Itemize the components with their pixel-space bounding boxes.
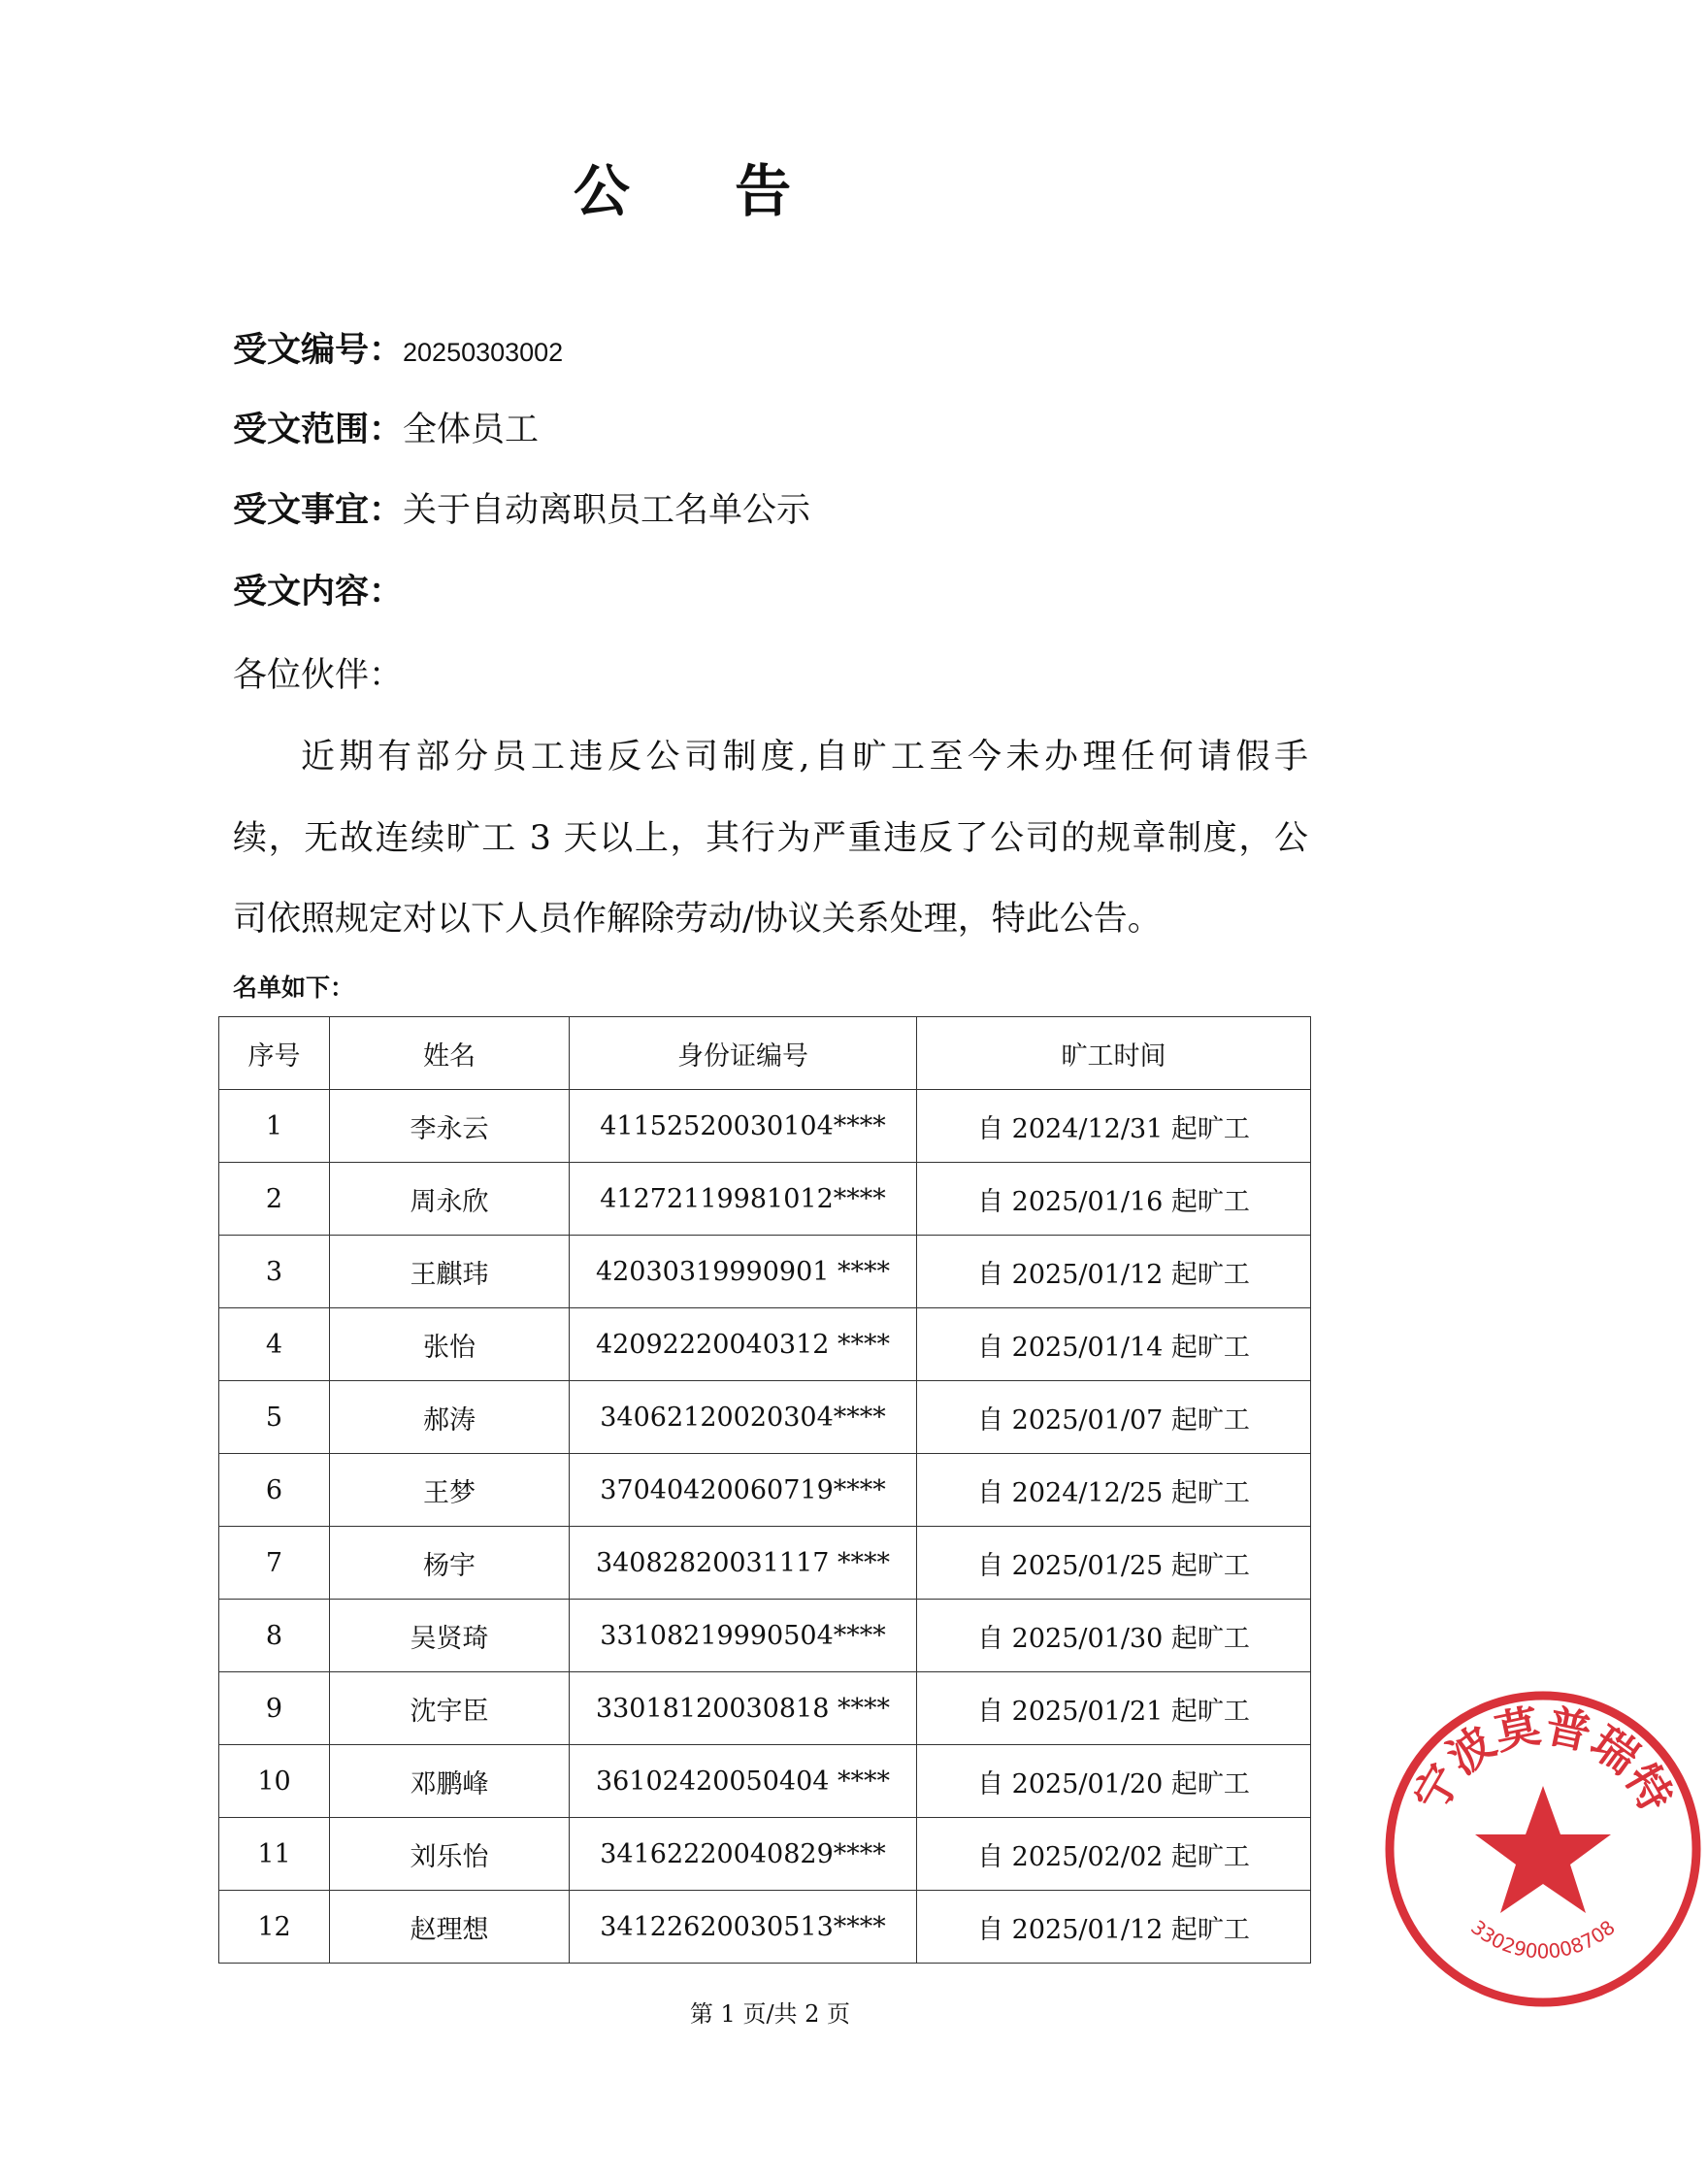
table-row xyxy=(219,1163,1311,1236)
cell-id-number: 33108219990504**** xyxy=(570,1600,917,1672)
cell-id-number: 41272119981012**** xyxy=(570,1163,917,1236)
cell-index: 2 xyxy=(219,1163,330,1236)
seal-stamp-icon xyxy=(1378,1684,1708,2014)
cell-absence-date: 自 2025/01/20 起旷工 xyxy=(917,1745,1311,1818)
cell-name: 周永欣 xyxy=(330,1163,570,1236)
cell-id-number: 33018120030818 **** xyxy=(570,1672,917,1745)
absentee-table xyxy=(218,1016,1311,1964)
cell-id-number: 34162220040829**** xyxy=(570,1818,917,1891)
cell-index: 3 xyxy=(219,1236,330,1308)
header-absence-date: 旷工时间 xyxy=(917,1017,1311,1090)
field-value: 关于自动离职员工名单公示 xyxy=(403,491,811,530)
body-line-2: 续，无故连续旷工 3 天以上，其行为严重违反了公司的规章制度，公 xyxy=(233,819,1308,858)
field-label: 受文编号： xyxy=(233,330,404,370)
cell-absence-date: 自 2025/01/21 起旷工 xyxy=(917,1672,1311,1745)
cell-index: 6 xyxy=(219,1454,330,1527)
field-scope xyxy=(233,403,539,451)
cell-index: 10 xyxy=(219,1745,330,1818)
header-name: 姓名 xyxy=(330,1017,570,1090)
cell-index: 9 xyxy=(219,1672,330,1745)
seal-star-icon xyxy=(1475,1786,1611,1913)
seal-text: 宁波莫普瑞特 xyxy=(1403,1699,1683,1821)
cell-name: 王麒玮 xyxy=(330,1236,570,1308)
field-document-number xyxy=(233,323,563,372)
cell-id-number: 34062120020304**** xyxy=(570,1381,917,1454)
field-value: 20250303002 xyxy=(403,338,564,367)
cell-index: 1 xyxy=(219,1090,330,1163)
header-index: 序号 xyxy=(219,1017,330,1090)
cell-absence-date: 自 2025/01/12 起旷工 xyxy=(917,1236,1311,1308)
cell-name: 李永云 xyxy=(330,1090,570,1163)
cell-name: 张怡 xyxy=(330,1308,570,1381)
cell-absence-date: 自 2025/02/02 起旷工 xyxy=(917,1818,1311,1891)
cell-name: 郝涛 xyxy=(330,1381,570,1454)
table-body xyxy=(219,1090,1311,1964)
cell-index: 7 xyxy=(219,1527,330,1600)
cell-absence-date: 自 2024/12/25 起旷工 xyxy=(917,1454,1311,1527)
table-row xyxy=(219,1381,1311,1454)
table-row xyxy=(219,1672,1311,1745)
cell-name: 刘乐怡 xyxy=(330,1818,570,1891)
table-row xyxy=(219,1891,1311,1964)
company-seal xyxy=(1378,1684,1683,2014)
cell-name: 王梦 xyxy=(330,1454,570,1527)
table-row xyxy=(219,1090,1311,1163)
cell-absence-date: 自 2025/01/30 起旷工 xyxy=(917,1600,1311,1672)
cell-id-number: 37040420060719**** xyxy=(570,1454,917,1527)
cell-id-number: 42030319990901 **** xyxy=(570,1236,917,1308)
cell-name: 吴贤琦 xyxy=(330,1600,570,1672)
cell-absence-date: 自 2025/01/14 起旷工 xyxy=(917,1308,1311,1381)
cell-id-number: 36102420050404 **** xyxy=(570,1745,917,1818)
seal-number: 3302900008708 xyxy=(1466,1915,1620,1964)
table-header-row xyxy=(219,1017,1311,1090)
cell-absence-date: 自 2025/01/07 起旷工 xyxy=(917,1381,1311,1454)
table-row xyxy=(219,1308,1311,1381)
cell-id-number: 41152520030104**** xyxy=(570,1090,917,1163)
table-row xyxy=(219,1454,1311,1527)
body-line-3: 司依照规定对以下人员作解除劳动/协议关系处理，特此公告。 xyxy=(233,900,1162,939)
greeting: 各位伙伴： xyxy=(233,656,404,695)
cell-index: 5 xyxy=(219,1381,330,1454)
table-row xyxy=(219,1600,1311,1672)
cell-absence-date: 自 2025/01/12 起旷工 xyxy=(917,1891,1311,1964)
cell-name: 邓鹏峰 xyxy=(330,1745,570,1818)
table-row xyxy=(219,1527,1311,1600)
cell-name: 沈宇臣 xyxy=(330,1672,570,1745)
table-row xyxy=(219,1818,1311,1891)
field-value: 全体员工 xyxy=(403,411,540,449)
header-id-number: 身份证编号 xyxy=(570,1017,917,1090)
cell-index: 4 xyxy=(219,1308,330,1381)
body-line-1: 近期有部分员工违反公司制度,自旷工至今未办理任何请假手 xyxy=(301,738,1308,776)
cell-id-number: 34082820031117 **** xyxy=(570,1527,917,1600)
cell-absence-date: 自 2024/12/31 起旷工 xyxy=(917,1090,1311,1163)
table-row xyxy=(219,1745,1311,1818)
field-content xyxy=(233,565,403,613)
document-title: 公 告 xyxy=(573,158,835,224)
cell-index: 8 xyxy=(219,1600,330,1672)
cell-index: 11 xyxy=(219,1818,330,1891)
cell-name: 赵理想 xyxy=(330,1891,570,1964)
cell-absence-date: 自 2025/01/16 起旷工 xyxy=(917,1163,1311,1236)
table-row xyxy=(219,1236,1311,1308)
page-footer: 第 1 页/共 2 页 xyxy=(689,2000,851,2028)
field-label: 受文事宜： xyxy=(233,490,404,530)
field-label: 受文内容： xyxy=(233,572,404,611)
cell-id-number: 42092220040312 **** xyxy=(570,1308,917,1381)
list-title: 名单如下： xyxy=(233,974,355,1002)
cell-id-number: 34122620030513**** xyxy=(570,1891,917,1964)
cell-index: 12 xyxy=(219,1891,330,1964)
field-subject xyxy=(233,483,810,532)
field-label: 受文范围： xyxy=(233,410,404,449)
cell-name: 杨宇 xyxy=(330,1527,570,1600)
cell-absence-date: 自 2025/01/25 起旷工 xyxy=(917,1527,1311,1600)
